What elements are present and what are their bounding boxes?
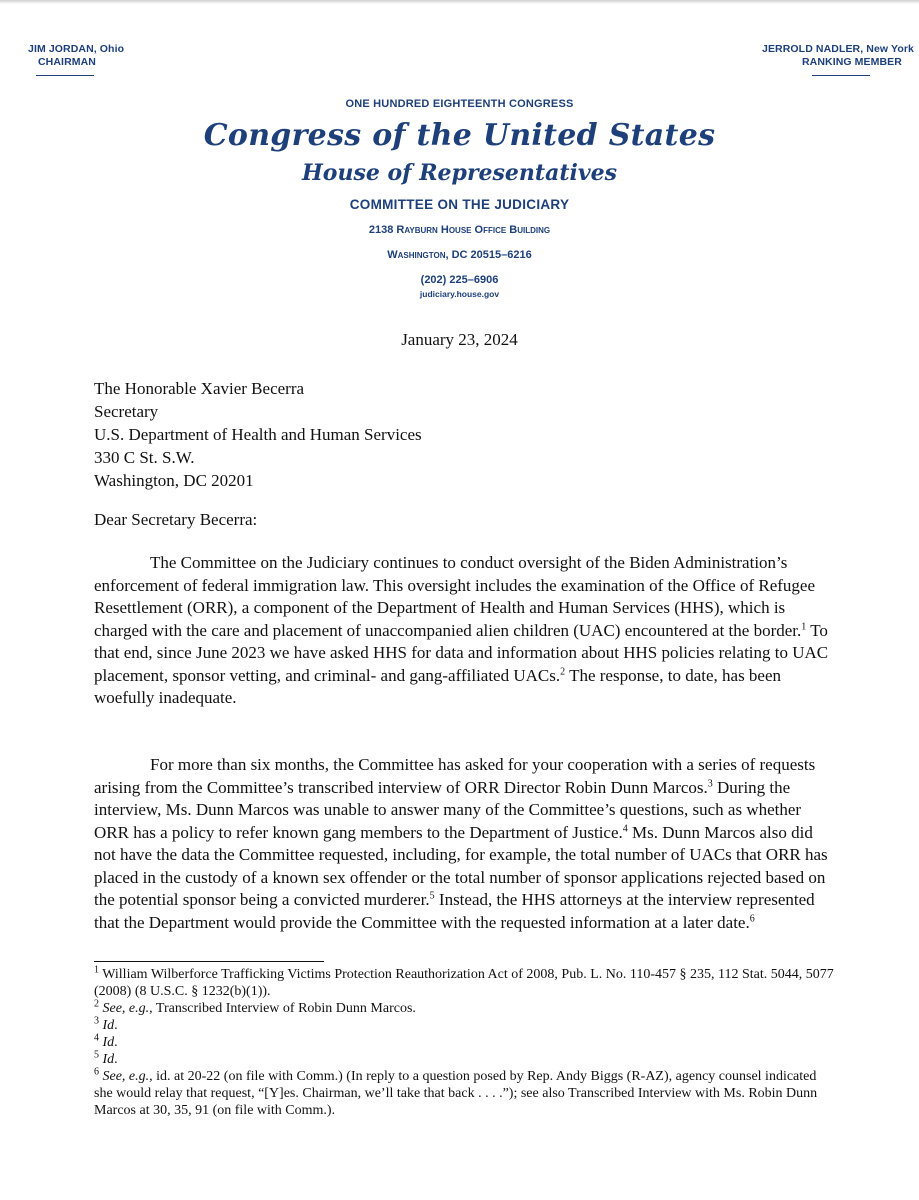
paragraph-text: During the interview, Ms. Dunn Marcos was unable to answer many of the Committee’s questions, such as whether ORR has a policy to refer known gang members to the Department of Justice. bbox=[94, 777, 802, 842]
office-phone: (202) 225–6906 bbox=[420, 274, 499, 286]
salutation: Dear Secretary Becerra: bbox=[94, 510, 258, 529]
chairman-rule bbox=[36, 75, 94, 76]
paragraph-1 bbox=[94, 552, 832, 710]
footnote-text: . bbox=[114, 1052, 118, 1067]
ranking-member-rule bbox=[812, 75, 870, 76]
footnotes bbox=[94, 966, 834, 1119]
paragraph-text: To that end, since June 2023 we have asked HHS for data and information about HHS policies relating to UAC placement, sponsor vetting, and criminal- and gang-affiliated UACs. bbox=[94, 620, 829, 685]
congress-number: ONE HUNDRED EIGHTEENTH CONGRESS bbox=[345, 98, 574, 110]
paragraph-text: For more than six months, the Committee has asked for your cooperation with a series of requests arising from the Committee’s transcribed interview of ORR Director Robin Dunn Marcos. bbox=[94, 755, 816, 797]
recipient-line: 330 C St. S.W. bbox=[94, 448, 195, 467]
chairman-name: JIM JORDAN, Ohio bbox=[28, 43, 125, 55]
paragraph-text: Ms. Dunn Marcos also did not have the data the Committee requested, including, for example, the total number of UACs that ORR has placed in the custody of a known sex offender or the total number of sponsor applications rejected based on the potential sponsor being a convicted murderer. bbox=[94, 822, 828, 909]
footnote-italic: See, e.g. bbox=[102, 1069, 150, 1084]
footnote-text: William Wilberforce Trafficking Victims Protection Reauthorization Act of 2008, Pub. L. No. 110-457 § 235, 112 Stat. 5044, 5077 (2008) (8 U.S.C. § 1232(b)(1)). bbox=[94, 967, 834, 999]
footnote-number: 1 bbox=[94, 964, 99, 976]
footnote-italic: Id bbox=[102, 1018, 115, 1033]
footnote-italic: Id bbox=[102, 1035, 115, 1050]
footnote-ref: 3 bbox=[707, 777, 713, 789]
footnote-ref: 6 bbox=[749, 912, 755, 924]
ranking-member-title: RANKING MEMBER bbox=[801, 56, 902, 68]
recipient-line: Washington, DC 20201 bbox=[94, 471, 254, 490]
paragraph-text: The response, to date, has been woefully inadequate. bbox=[94, 665, 782, 707]
footnote-ref: 1 bbox=[801, 620, 807, 632]
footnote-ref: 2 bbox=[560, 665, 566, 677]
letter-date: January 23, 2024 bbox=[401, 330, 518, 349]
footnote bbox=[94, 1000, 834, 1017]
footnote-ref: 4 bbox=[622, 822, 628, 834]
footnote-number: 3 bbox=[94, 1015, 99, 1027]
recipient-line: The Honorable Xavier Becerra bbox=[94, 379, 305, 398]
house-title: House of Representatives bbox=[301, 160, 618, 186]
footnote-italic: Id bbox=[102, 1052, 115, 1067]
office-city: Washington, DC 20515–6216 bbox=[387, 249, 532, 261]
footnote-text: , id. at 20-22 (on file with Comm.) (In reply to a question posed by Rep. Andy Biggs (R-AZ), agency counsel indicated she would relay that request, “[Y]es. Chairman, we’ll take that back . . . .”); see also Transcribed Interview with Ms. Robin Dunn Marcos at 30, 35, 91 (on file with Comm.). bbox=[94, 1069, 818, 1118]
footnote-text: . bbox=[114, 1035, 118, 1050]
footnote-number: 4 bbox=[94, 1032, 99, 1044]
paragraph-text: Instead, the HHS attorneys at the interview represented that the Department would provide the Committee with the requested information at a later date. bbox=[94, 890, 815, 932]
recipient-line: Secretary bbox=[94, 402, 159, 421]
footnote-text: , Transcribed Interview of Robin Dunn Marcos. bbox=[149, 1001, 416, 1016]
footnote bbox=[94, 1017, 834, 1034]
chairman-block bbox=[28, 43, 124, 76]
scan-edge bbox=[0, 0, 919, 4]
footnote-ref: 5 bbox=[429, 890, 435, 902]
chairman-title: CHAIRMAN bbox=[38, 56, 96, 68]
ranking-member-block bbox=[762, 43, 914, 76]
footnote-number: 5 bbox=[94, 1049, 99, 1061]
footnote bbox=[94, 1068, 834, 1119]
footnote-italic: See, e.g. bbox=[102, 1001, 150, 1016]
footnote bbox=[94, 1034, 834, 1051]
footnote-text: . bbox=[114, 1018, 118, 1033]
footnote-number: 2 bbox=[94, 998, 99, 1010]
office-address: 2138 Rayburn House Office Building bbox=[368, 224, 551, 236]
congress-title: Congress of the United States bbox=[203, 118, 716, 153]
website: judiciary.house.gov bbox=[419, 289, 500, 299]
footnote-divider bbox=[94, 961, 324, 962]
recipient-address bbox=[94, 377, 422, 492]
footnote bbox=[94, 1051, 834, 1068]
paragraph-2 bbox=[94, 754, 832, 934]
paragraph-text: The Committee on the Judiciary continues to conduct oversight of the Biden Administration’s enforcement of federal immigration law. This oversight includes the examination of the Office of Refugee Resettlement (ORR), a component of the Department of Health and Human Services (HHS), which is charged with the care and placement of unaccompanied alien children (UAC) encountered at the border. bbox=[94, 553, 815, 640]
recipient-line: U.S. Department of Health and Human Services bbox=[94, 425, 422, 444]
ranking-member-name: JERROLD NADLER, New York bbox=[762, 43, 914, 55]
footnote bbox=[94, 966, 834, 1000]
committee-name: COMMITTEE ON THE JUDICIARY bbox=[349, 197, 570, 212]
footnote-number: 6 bbox=[94, 1066, 99, 1078]
